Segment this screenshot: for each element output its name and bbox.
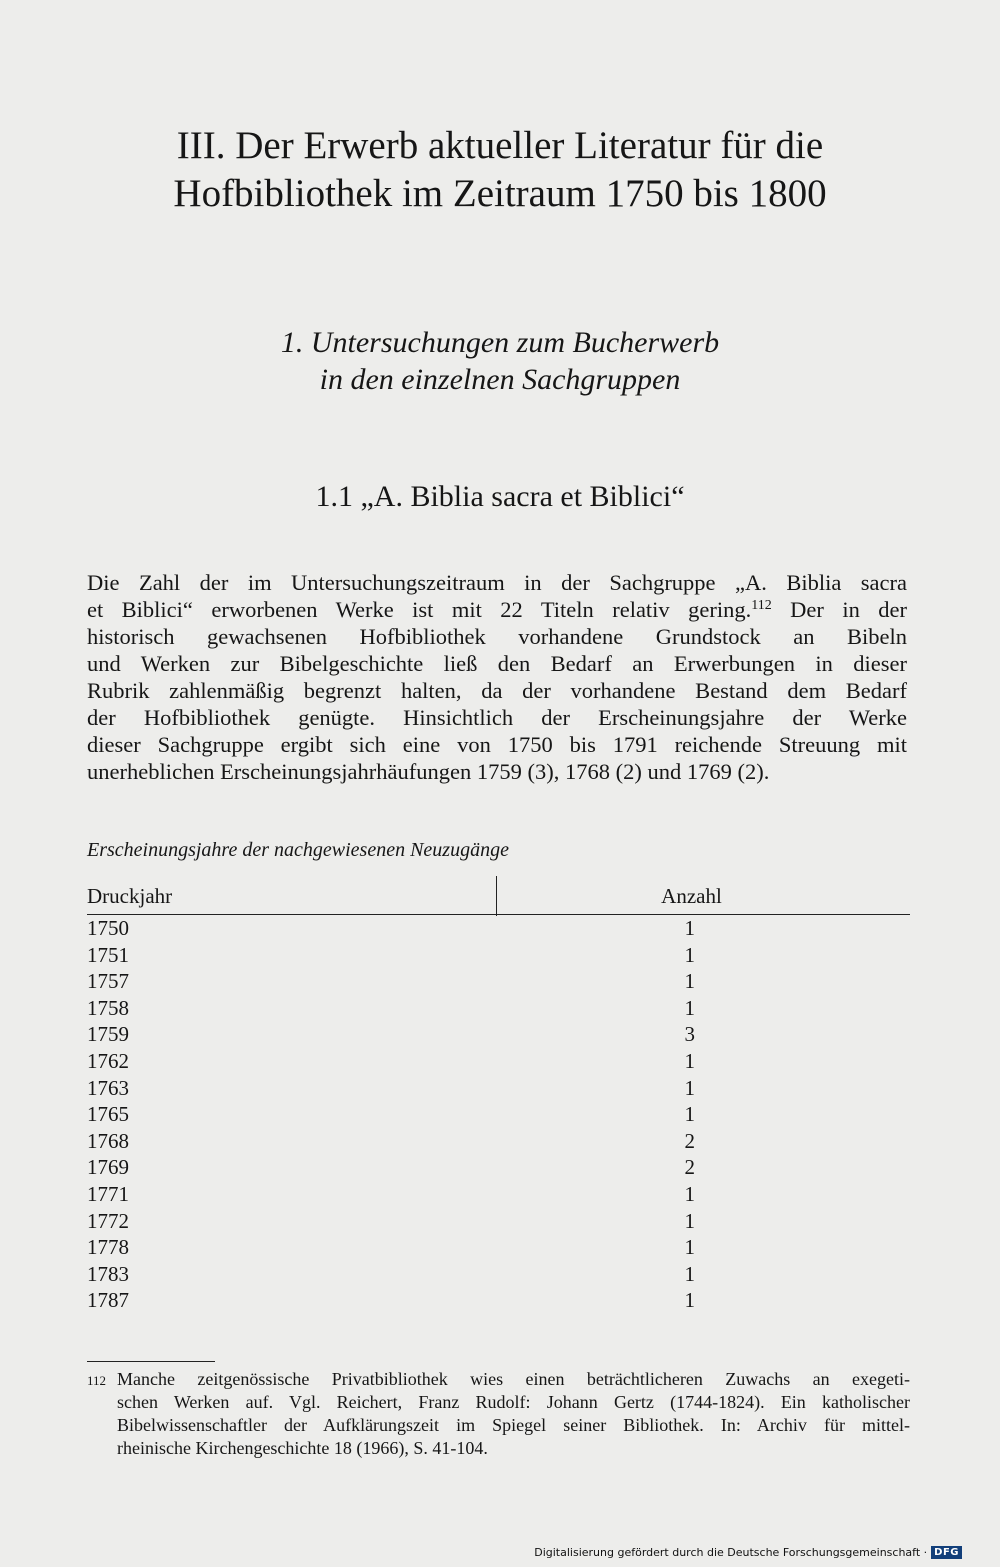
cell-year: 1759: [87, 1022, 129, 1047]
dfg-logo: DFG: [931, 1546, 962, 1559]
section-title-line: 1. Untersuchungen zum Bucherwerb: [280, 326, 720, 359]
cell-year: 1787: [87, 1288, 129, 1313]
table-row: [87, 1181, 910, 1208]
footnote-line: Bibelwissenschaftler der Aufklärungszeit im Spiegel seiner Bibliothek. In: Archiv für mittel-: [117, 1415, 910, 1435]
cell-count: 3: [684, 1022, 695, 1047]
table-row: [87, 1075, 910, 1102]
section-title: [0, 324, 1000, 398]
cell-count: 1: [684, 1048, 695, 1073]
table-row: [87, 1021, 910, 1048]
chapter-title-line: III. Der Erwerb aktueller Literatur für die: [176, 124, 824, 167]
subsection-title: 1.1 „A. Biblia sacra et Biblici“: [315, 480, 685, 513]
section-title-line: in den einzelnen Sachgruppen: [319, 363, 681, 396]
paragraph-line: historisch gewachsenen Hofbibliothek vorhandene Grundstock an Bibeln: [87, 624, 907, 649]
table-row: [87, 1287, 910, 1314]
cell-count: 1: [684, 942, 695, 967]
table-body: [87, 915, 910, 1314]
table-header: [87, 880, 910, 915]
cell-year: 1758: [87, 995, 129, 1020]
credit-text: Digitalisierung gefördert durch die Deutsche Forschungsgemeinschaft ·: [534, 1546, 928, 1559]
cell-count: 1: [684, 1208, 695, 1233]
chapter-title: [0, 122, 1000, 218]
table-row: [87, 1208, 910, 1235]
paragraph-line: unerheblichen Erscheinungsjahrhäufungen 1759 (3), 1768 (2) und 1769 (2).: [87, 759, 770, 784]
digitization-credit: [534, 1546, 962, 1559]
cell-year: 1783: [87, 1261, 129, 1286]
table-row: [87, 1154, 910, 1181]
cell-count: 1: [684, 969, 695, 994]
table-row: [87, 942, 910, 969]
paragraph-line: Die Zahl der im Untersuchungszeitraum in der Sachgruppe „A. Biblia sacra: [87, 570, 907, 595]
footnote-text: [117, 1368, 910, 1460]
cell-year: 1778: [87, 1235, 129, 1260]
cell-year: 1750: [87, 916, 129, 940]
cell-count: 1: [684, 995, 695, 1020]
column-header-year: Druckjahr: [87, 884, 173, 908]
chapter-title-line: Hofbibliothek im Zeitraum 1750 bis 1800: [173, 172, 827, 215]
paragraph-line: dieser Sachgruppe ergibt sich eine von 1750 bis 1791 reichende Streuung mit: [87, 732, 907, 757]
table-row: [87, 1101, 910, 1128]
cell-count: 1: [684, 1075, 695, 1100]
acquisition-table: [87, 880, 910, 1314]
cell-count: 1: [684, 916, 695, 940]
cell-count: 1: [684, 1235, 695, 1260]
footnote: [87, 1368, 910, 1460]
paragraph-text: Der in der: [771, 597, 907, 622]
table-row: [87, 915, 910, 942]
paragraph-line: der Hofbibliothek genügte. Hinsichtlich der Erscheinungsjahre der Werke: [87, 705, 907, 730]
cell-year: 1762: [87, 1048, 129, 1073]
footnote-line: rheinische Kirchengeschichte 18 (1966), S. 41-104.: [117, 1438, 488, 1458]
cell-count: 1: [684, 1102, 695, 1127]
footnote-reference[interactable]: 112: [751, 598, 772, 613]
cell-year: 1757: [87, 969, 129, 994]
footnote-number: 112: [87, 1373, 107, 1388]
cell-year: 1772: [87, 1208, 129, 1233]
cell-year: 1768: [87, 1128, 129, 1153]
column-header-count: Anzahl: [661, 884, 722, 908]
cell-year: 1763: [87, 1075, 129, 1100]
paragraph-line: [87, 596, 907, 623]
cell-year: 1769: [87, 1155, 129, 1180]
table-row: [87, 1261, 910, 1288]
paragraph-text: et Biblici“ erworbenen Werke ist mit 22 Titeln relativ gering.: [87, 597, 752, 622]
cell-count: 1: [684, 1288, 695, 1313]
cell-count: 1: [684, 1261, 695, 1286]
cell-count: 1: [684, 1181, 695, 1206]
cell-count: 2: [684, 1155, 695, 1180]
table-row: [87, 1128, 910, 1155]
paragraph-line: und Werken zur Bibelgeschichte ließ den Bedarf an Erwerbungen in dieser: [87, 651, 907, 676]
footnote-line: schen Werken auf. Vgl. Reichert, Franz Rudolf: Johann Gertz (1744-1824). Ein katholischer: [117, 1392, 910, 1412]
footnote-divider: [87, 1361, 215, 1362]
cell-year: 1751: [87, 942, 129, 967]
cell-year: 1765: [87, 1102, 129, 1127]
table-row: [87, 1048, 910, 1075]
table-row: [87, 995, 910, 1022]
paragraph-line: Rubrik zahlenmäßig begrenzt halten, da der vorhandene Bestand dem Bedarf: [87, 678, 907, 703]
cell-count: 2: [684, 1128, 695, 1153]
cell-year: 1771: [87, 1181, 129, 1206]
table-row: [87, 968, 910, 995]
column-divider: [496, 876, 497, 916]
table-caption: Erscheinungsjahre der nachgewiesenen Neuzugänge: [87, 839, 509, 861]
footnote-line: Manche zeitgenössische Privatbibliothek wies einen beträchtlicheren Zuwachs an exegeti-: [117, 1369, 910, 1389]
table-row: [87, 1234, 910, 1261]
body-paragraph: [87, 569, 907, 785]
